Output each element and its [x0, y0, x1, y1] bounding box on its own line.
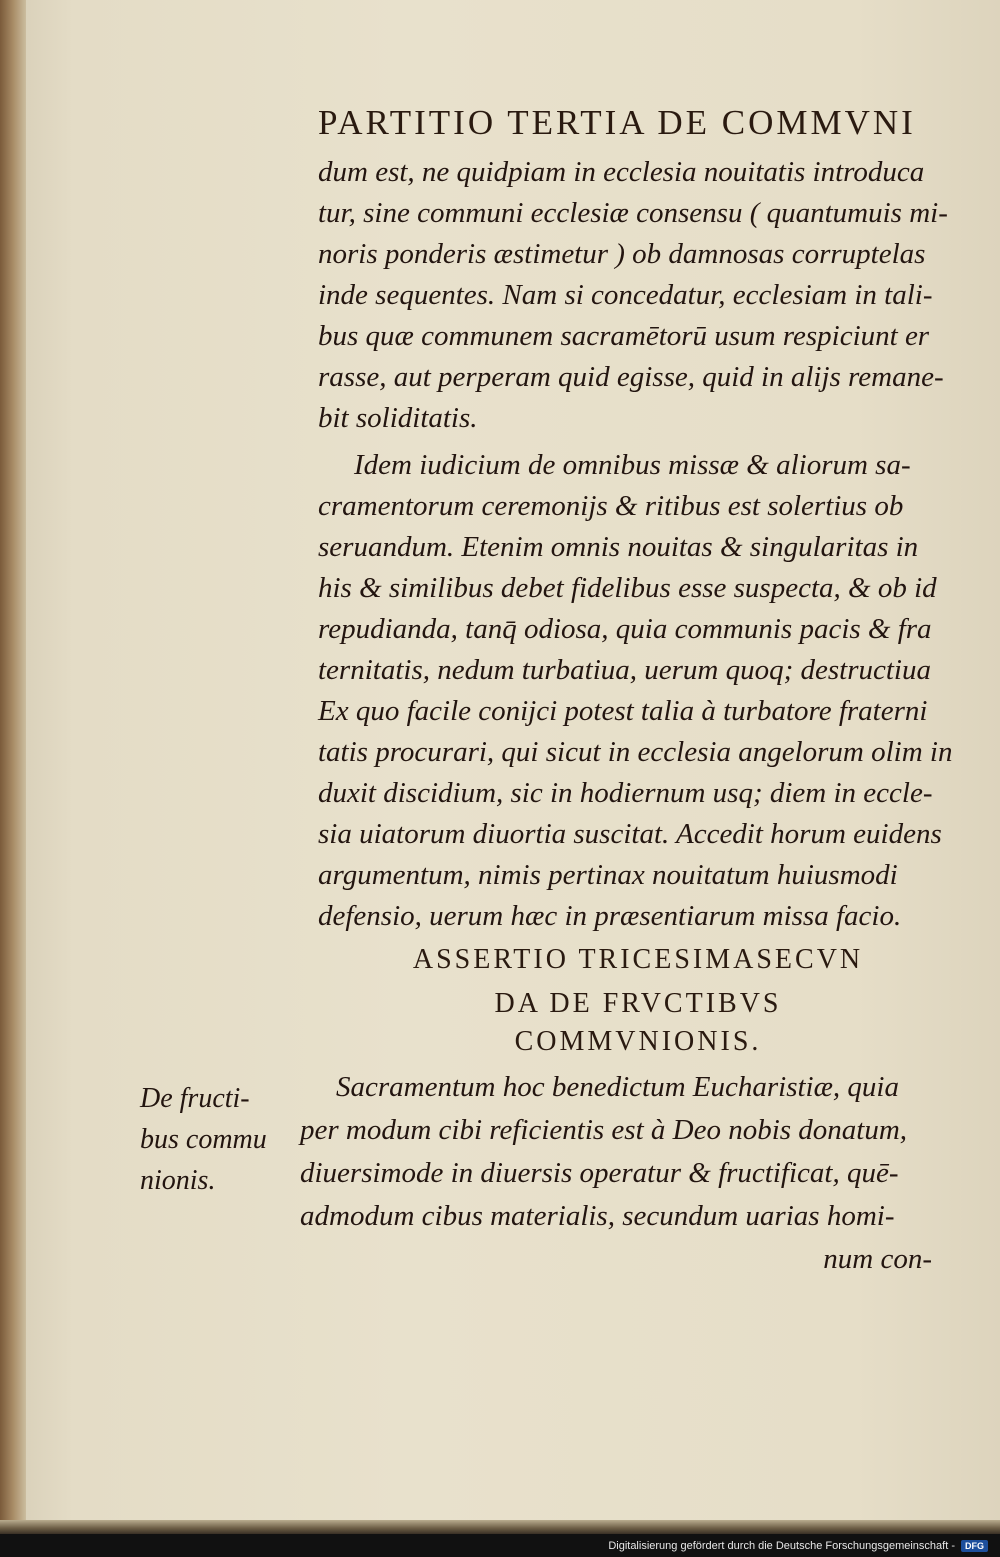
marginal-line: nionis.: [140, 1165, 216, 1196]
book-gutter: [0, 0, 26, 1530]
text-line: rasse, aut perperam quid egisse, quid in alijs remane-: [318, 361, 944, 393]
text-line: noris ponderis æstimetur ) ob damnosas corruptelas: [318, 238, 926, 270]
text-line: inde sequentes. Nam si concedatur, ecclesiam in tali-: [318, 279, 933, 311]
text-line: ternitatis, nedum turbatiua, uerum quoq; destructiua: [318, 654, 931, 686]
section-heading-line-1: ASSERTIO TRICESIMASECVN: [412, 944, 864, 975]
marginal-line: De fructi-: [140, 1083, 250, 1114]
footer-credit: Digitalisierung gefördert durch die Deutsche Forschungsgemeinschaft -: [608, 1539, 955, 1552]
section-heading-line-2: DA DE FRVCTIBVS: [494, 988, 782, 1019]
text-line: dum est, ne quidpiam in ecclesia nouitatis introduca: [318, 156, 925, 188]
main-text-block: [318, 152, 968, 937]
text-line: bus quæ communem sacramētorū usum respiciunt er: [318, 320, 930, 352]
text-line: his & similibus debet fidelibus esse suspecta, & ob id: [318, 572, 937, 604]
catchword: num con-: [823, 1243, 932, 1275]
section-heading-line-3: COMMVNIONIS.: [514, 1026, 762, 1057]
footer-bar: [0, 1534, 1000, 1557]
text-line: duxit discidium, sic in hodiernum usq; diem in eccle-: [318, 777, 933, 809]
text-line: bit soliditatis.: [318, 402, 478, 434]
text-line: Sacramentum hoc benedictum Eucharistiæ, quia: [336, 1071, 899, 1103]
text-line: tur, sine communi ecclesiæ consensu ( quantumuis mi-: [318, 197, 948, 229]
text-line: Ex quo facile conijci potest talia à turbatore fraterni: [318, 695, 928, 727]
text-line: repudianda, tanq̄ odiosa, quia communis pacis & fra: [318, 613, 932, 645]
text-line: defensio, uerum hæc in præsentiarum missa facio.: [318, 900, 902, 932]
text-line: per modum cibi reficientis est à Deo nobis donatum,: [300, 1114, 908, 1146]
marginal-line: bus commu: [140, 1124, 267, 1155]
marginal-note: [140, 1078, 310, 1201]
text-line: admodum cibus materialis, secundum uarias homi-: [300, 1200, 895, 1232]
page-bottom-edge: [0, 1520, 1000, 1534]
text-line: diuersimode in diuersis operatur & fructificat, quē-: [300, 1157, 899, 1189]
text-line: cramentorum ceremonijs & ritibus est solertius ob: [318, 490, 904, 522]
text-line: argumentum, nimis pertinax nouitatum huiusmodi: [318, 859, 898, 891]
text-line: Idem iudicium de omnibus missæ & aliorum sa-: [354, 449, 911, 481]
text-line: seruandum. Etenim omnis nouitas & singularitas in: [318, 531, 919, 563]
running-head: PARTITIO TERTIA DE COMMVNI: [318, 103, 916, 142]
dfg-logo-icon: DFG: [961, 1540, 988, 1552]
text-line: tatis procurari, qui sicut in ecclesia angelorum olim in: [318, 736, 953, 768]
section-text-block: [300, 1066, 960, 1281]
text-line: sia uiatorum diuortia suscitat. Accedit horum euidens: [318, 818, 942, 850]
